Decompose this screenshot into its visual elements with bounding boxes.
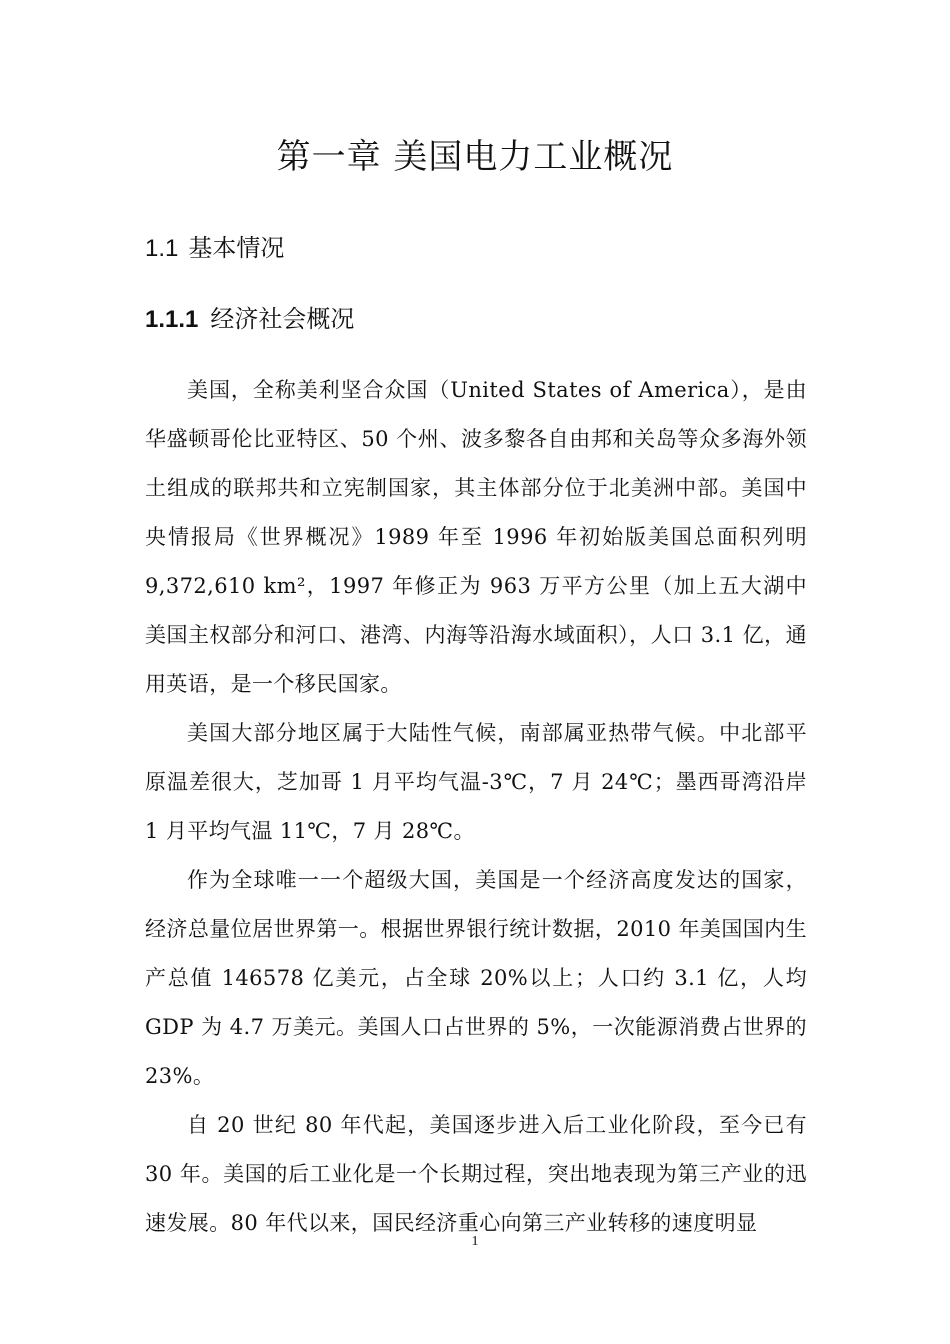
subsection-number: 1.1.1 — [145, 306, 199, 333]
subsection-heading — [145, 299, 354, 340]
paragraph-climate: 美国大部分地区属于大陆性气候，南部属亚热带气候。中北部平原温差很大，芝加哥 1 月平均气温-3℃，7 月 24℃；墨西哥湾沿岸 1 月平均气温 11℃，7 月 28℃。 — [145, 721, 807, 843]
body-text — [145, 366, 807, 1248]
paragraph-economy: 作为全球唯一一个超级大国，美国是一个经济高度发达的国家，经济总量位居世界第一。根据世界银行统计数据，2010 年美国国内生产总值 146578 亿美元，占全球 20%以上；人口约 3.1 亿，人均 GDP 为 4.7 万美元。美国人口占世界的 5%，一次能源消费占世界的 23%。 — [145, 868, 807, 1088]
chapter-title: 第一章 美国电力工业概况 — [276, 137, 674, 177]
section-heading — [145, 228, 284, 269]
paragraph-overview: 美国，全称美利坚合众国（United States of America），是由华盛顿哥伦比亚特区、50 个州、波多黎各自由邦和关岛等众多海外领土组成的联邦共和立宪制国家，其主体部分位于北美洲中部。美国中央情报局《世界概况》1989 年至 1996 年初始版美国总面积列明 9,372,610 km²，1997 年修正为 963 万平方公里（加上五大湖中美国主权部分和河口、港湾、内海等沿海水域面积），人口 3.1 亿，通用英语，是一个移民国家。 — [145, 378, 807, 696]
section-number: 1.1 — [145, 235, 179, 262]
section-title: 基本情况 — [188, 234, 285, 262]
page-number: 1 — [471, 1234, 479, 1249]
paragraph-postindustrial: 自 20 世纪 80 年代起，美国逐步进入后工业化阶段，至今已有 30 年。美国的后工业化是一个长期过程，突出地表现为第三产业的迅速发展。80 年代以来，国民经济重心向第三产业转移的速度明显 — [145, 1113, 807, 1235]
subsection-title: 经济社会概况 — [210, 305, 355, 333]
